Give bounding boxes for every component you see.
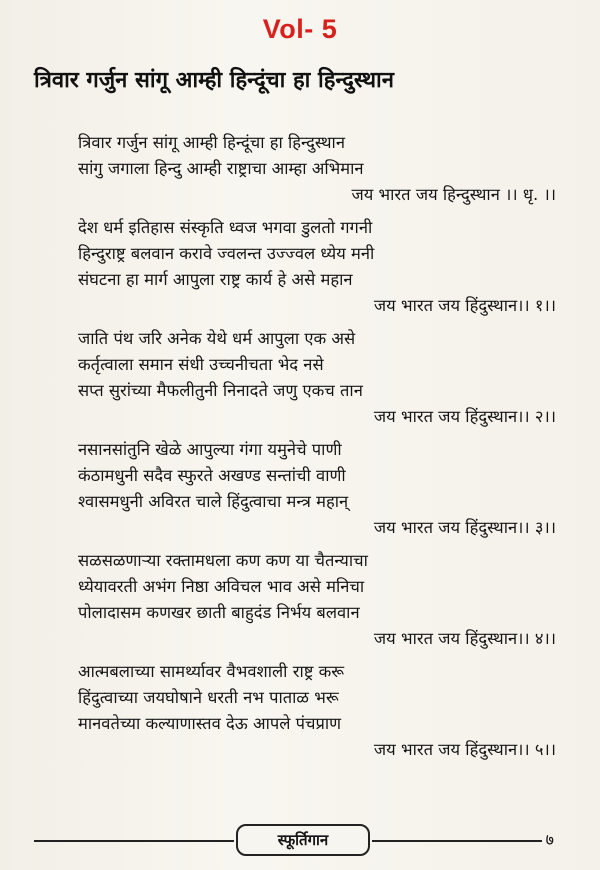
stanza-6 — [78, 659, 568, 763]
footer-rule-right — [372, 840, 542, 842]
volume-heading: Vol- 5 — [262, 14, 338, 44]
footer-section-label: स्फूर्तिगान — [236, 824, 370, 856]
footer-rule-left — [34, 840, 234, 842]
stanza-2 — [78, 215, 568, 319]
poem-line: हिन्दुराष्ट्र बलवान करावे ज्वलन्त उज्ज्वल ध्येय मनी — [78, 244, 375, 263]
page-footer — [34, 822, 554, 862]
poem-line: ध्येयावरती अभंग निष्ठा अविचल भाव असे मनिचा — [78, 577, 365, 596]
refrain-line: जय भारत जय हिंदुस्थान।। ५।। — [373, 740, 556, 759]
refrain-line: जय भारत जय हिंदुस्थान।। ४।। — [373, 629, 556, 648]
poem-line: नसानसांतुनि खेळे आपुल्या गंगा यमुनेचे पाणी — [78, 440, 342, 459]
refrain-line: जय भारत जय हिंदुस्थान।। ३।। — [373, 518, 556, 537]
poem-line: पोलादासम कणखर छाती बाहुदंड निर्भय बलवान — [78, 603, 360, 622]
poem-line: मानवतेच्या कल्याणास्तव देऊ आपले पंचप्राण — [78, 714, 342, 733]
stanza-3 — [78, 326, 568, 430]
stanza-1 — [78, 130, 568, 208]
poem-line: जाति पंथ जरि अनेक येथे धर्म आपुला एक असे — [78, 329, 356, 348]
poem-line: सळसळणाऱ्या रक्तामधला कण कण या चैतन्याचा — [78, 551, 368, 570]
poem-line: संघटना हा मार्ग आपुला राष्ट्र कार्य हे असे महान — [78, 270, 353, 289]
poem-line: सांगु जगाला हिन्दु आम्ही राष्ट्राचा आम्हा अभिमान — [78, 159, 364, 178]
stanza-4 — [78, 437, 568, 541]
poem-line: हिंदुत्वाच्या जयघोषाने धरती नभ पाताळ भरू — [78, 688, 339, 707]
poem-line: सप्त सुरांच्या मैफलीतुनी निनादते जणु एकच तान — [78, 381, 363, 400]
poem-line: त्रिवार गर्जुन सांगू आम्ही हिन्दूंचा हा हिन्दुस्थान — [78, 133, 345, 152]
poem-line: श्वासमधुनी अविरत चाले हिंदुत्वाचा मन्त्र महान् — [78, 492, 349, 511]
stanza-5 — [78, 548, 568, 652]
page-number: ७ — [545, 830, 554, 849]
poem-line: आत्मबलाच्या सामर्थ्यावर वैभवशाली राष्ट्र करू — [78, 662, 345, 681]
poem-line: कर्तृत्वाला समान संधी उच्चनीचता भेद नसे — [78, 355, 324, 374]
poem-line: कंठामधुनी सदैव स्फुरते अखण्ड सन्तांची वाणी — [78, 466, 346, 485]
refrain-line: जय भारत जय हिंदुस्थान।। २।। — [373, 407, 556, 426]
refrain-line: जय भारत जय हिन्दुस्थान ।। धृ. ।। — [351, 185, 556, 204]
poem-line: देश धर्म इतिहास संस्कृति ध्वज भगवा डुलतो गगनी — [78, 218, 373, 237]
refrain-line: जय भारत जय हिंदुस्थान।। १।। — [373, 296, 556, 315]
poem-body — [78, 130, 568, 770]
song-title: त्रिवार गर्जुन सांगू आम्ही हिन्दूंचा हा हिन्दुस्थान — [34, 68, 394, 93]
